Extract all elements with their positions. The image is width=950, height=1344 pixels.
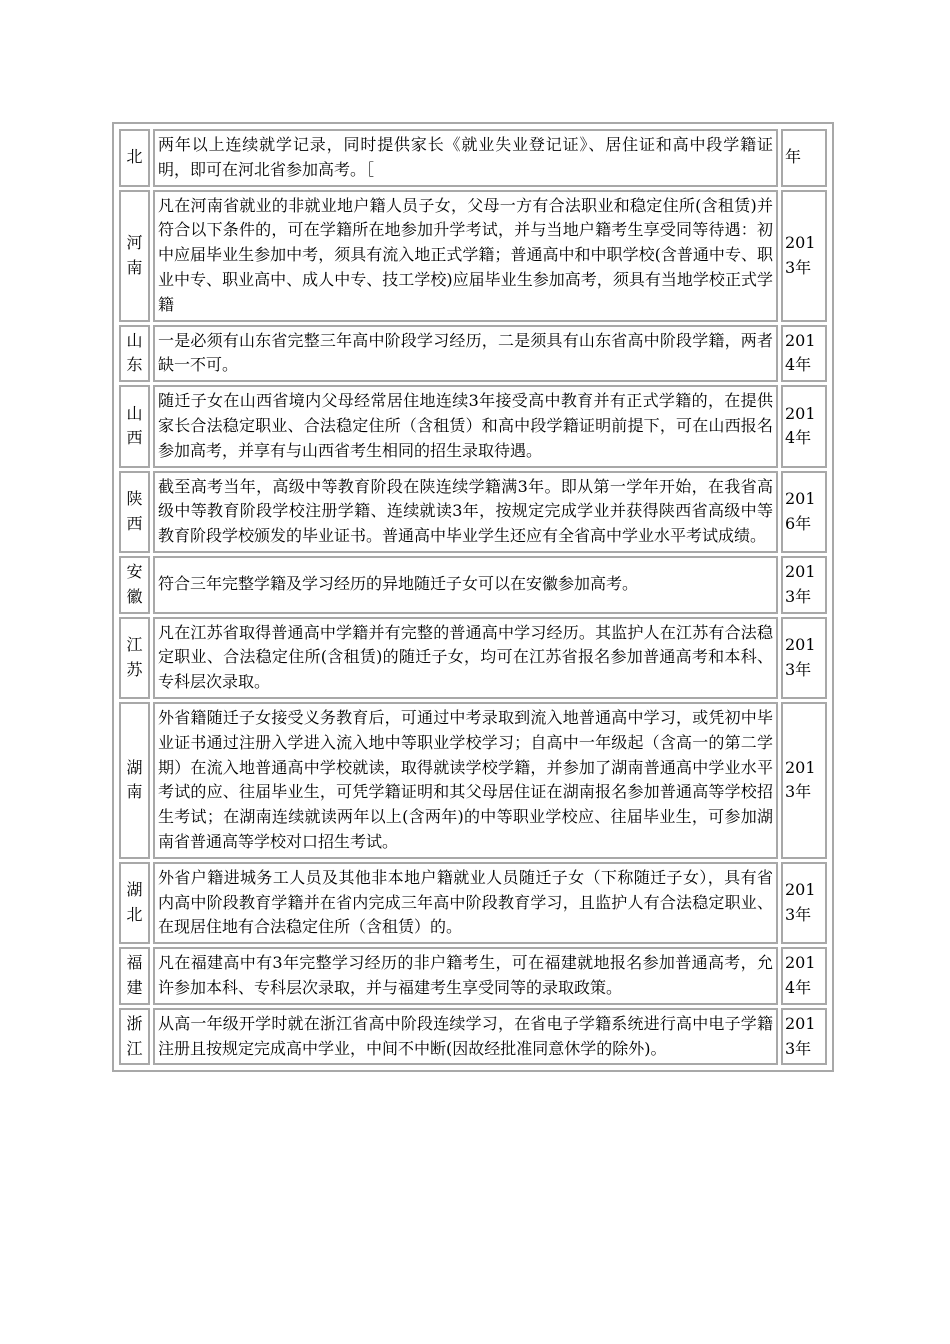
table-row xyxy=(119,556,827,614)
table-row xyxy=(119,1008,827,1066)
province-cell: 北 xyxy=(119,129,150,187)
policy-content-cell: 外省户籍进城务工人员及其他非本地户籍就业人员随迁子女（下称随迁子女），具有省内高中阶段教育学籍并在省内完成三年高中阶段教育学习，且监护人有合法稳定职业、在现居住地有合法稳定住所（含租赁）的。 xyxy=(153,862,778,944)
table-row xyxy=(119,617,827,699)
table-row xyxy=(119,862,827,944)
year-cell: 2014年 xyxy=(781,947,827,1005)
year-cell: 2013年 xyxy=(781,190,827,322)
table-row xyxy=(119,325,827,383)
year-cell: 年 xyxy=(781,129,827,187)
table-row xyxy=(119,471,827,553)
policy-content-cell: 截至高考当年，高级中等教育阶段在陕连续学籍满3年。即从第一学年开始，在我省高级中等教育阶段学校注册学籍、连续就读3年，按规定完成学业并获得陕西省高级中等教育阶段学校颁发的毕业证书。普通高中毕业学生还应有全省高中学业水平考试成绩。 xyxy=(153,471,778,553)
table-row xyxy=(119,129,827,187)
year-cell: 2016年 xyxy=(781,471,827,553)
province-cell: 湖南 xyxy=(119,702,150,859)
policy-content-cell: 凡在福建高中有3年完整学习经历的非户籍考生，可在福建就地报名参加普通高考，允许参加本科、专科层次录取，并与福建考生享受同等的录取政策。 xyxy=(153,947,778,1005)
policy-content-cell: 符合三年完整学籍及学习经历的异地随迁子女可以在安徽参加高考。 xyxy=(153,556,778,614)
table-row xyxy=(119,190,827,322)
policy-table-frame xyxy=(112,122,834,1072)
province-cell: 山西 xyxy=(119,385,150,467)
policy-content-cell: 外省籍随迁子女接受义务教育后，可通过中考录取到流入地普通高中学习，或凭初中毕业证书通过注册入学进入流入地中等职业学校学习；自高中一年级起（含高一的第二学期）在流入地普通高中学校就读，取得就读学校学籍，并参加了湖南普通高中学业水平考试的应、往届毕业生，可凭学籍证明和其父母居住证在湖南报名参加普通高等学校招生考试；在湖南连续就读两年以上(含两年)的中等职业学校应、往届毕业生，可参加湖南省普通高等学校对口招生考试。 xyxy=(153,702,778,859)
year-cell: 2013年 xyxy=(781,556,827,614)
province-cell: 江苏 xyxy=(119,617,150,699)
province-cell: 福建 xyxy=(119,947,150,1005)
policy-content-cell: 一是必须有山东省完整三年高中阶段学习经历，二是须具有山东省高中阶段学籍，两者缺一不可。 xyxy=(153,325,778,383)
year-cell: 2013年 xyxy=(781,617,827,699)
policy-content-cell: 从高一年级开学时就在浙江省高中阶段连续学习，在省电子学籍系统进行高中电子学籍注册且按规定完成高中学业，中间不中断(因故经批准同意休学的除外)。 xyxy=(153,1008,778,1066)
year-cell: 2013年 xyxy=(781,1008,827,1066)
table-row xyxy=(119,947,827,1005)
policy-content-cell: 凡在江苏省取得普通高中学籍并有完整的普通高中学习经历。其监护人在江苏有合法稳定职业、合法稳定住所(含租赁)的随迁子女，均可在江苏省报名参加普通高考和本科、专科层次录取。 xyxy=(153,617,778,699)
year-cell: 2013年 xyxy=(781,702,827,859)
policy-table xyxy=(116,126,830,1068)
policy-content-cell: 凡在河南省就业的非就业地户籍人员子女，父母一方有合法职业和稳定住所(含租赁)并符合以下条件的，可在学籍所在地参加升学考试，并与当地户籍考生享受同等待遇：初中应届毕业生参加中考，须具有流入地正式学籍；普通高中和中职学校(含普通中专、职业中专、职业高中、成人中专、技工学校)应届毕业生参加高考，须具有当地学校正式学籍 xyxy=(153,190,778,322)
table-row xyxy=(119,702,827,859)
province-cell: 安徽 xyxy=(119,556,150,614)
year-cell: 2014年 xyxy=(781,385,827,467)
policy-content-cell: 随迁子女在山西省境内父母经常居住地连续3年接受高中教育并有正式学籍的，在提供家长合法稳定职业、合法稳定住所（含租赁）和高中段学籍证明前提下，可在山西报名参加高考，并享有与山西省考生相同的招生录取待遇。 xyxy=(153,385,778,467)
year-cell: 2014年 xyxy=(781,325,827,383)
province-cell: 山东 xyxy=(119,325,150,383)
province-cell: 湖北 xyxy=(119,862,150,944)
year-cell: 2013年 xyxy=(781,862,827,944)
province-cell: 陕西 xyxy=(119,471,150,553)
table-row xyxy=(119,385,827,467)
province-cell: 河南 xyxy=(119,190,150,322)
policy-content-cell: 两年以上连续就学记录，同时提供家长《就业失业登记证》、居住证和高中段学籍证明，即可在河北省参加高考。［ xyxy=(153,129,778,187)
province-cell: 浙江 xyxy=(119,1008,150,1066)
